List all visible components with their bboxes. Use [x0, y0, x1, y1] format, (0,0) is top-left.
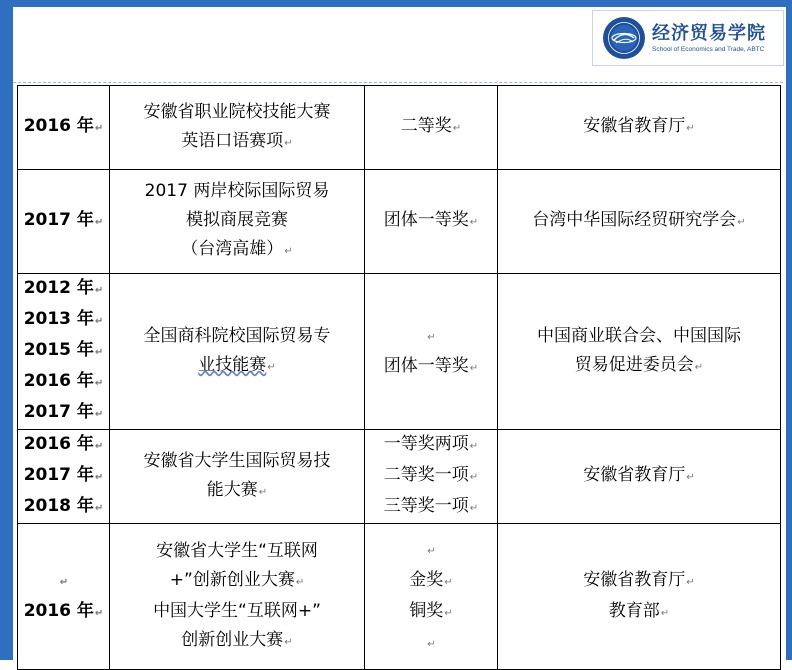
organizer-cell: 中国商业联合会、中国国际 贸易促进委员会↵: [498, 274, 781, 430]
award-cell: ↵ 团体一等奖↵: [365, 274, 498, 430]
college-logo: [592, 10, 784, 66]
organizer-cell: 安徽省教育厅↵: [498, 430, 781, 524]
table-row: [18, 430, 781, 524]
college-name-cn: 经济贸易学院: [652, 22, 766, 44]
competition-cell: 安徽省职业院校技能大赛 英语口语赛项↵: [110, 86, 365, 170]
competition-cell: 安徽省大学生“互联网 +”创新创业大赛↵ 中国大学生“互联网+” 创新创业大赛↵: [110, 524, 365, 670]
award-cell: 一等奖两项↵ 二等奖一项↵ 三等奖一项↵: [365, 430, 498, 524]
organizer-cell: 安徽省教育厅↵ 教育部↵: [498, 524, 781, 670]
competition-cell: 安徽省大学生国际贸易技 能大赛↵: [110, 430, 365, 524]
table-row: [18, 170, 781, 274]
organizer-cell: 台湾中华国际经贸研究学会↵: [498, 170, 781, 274]
award-cell: 团体一等奖↵: [365, 170, 498, 274]
table-row: [18, 86, 781, 170]
college-emblem-icon: [602, 16, 646, 60]
right-border-bar: [786, 0, 792, 660]
award-cell: 二等奖↵: [365, 86, 498, 170]
header-guide-line: [13, 82, 783, 83]
competition-cell: 2017 两岸校际国际贸易 模拟商展竞赛 （台湾高雄）↵: [110, 170, 365, 274]
year-cell: 2016 年↵ 2017 年↵ 2018 年↵: [18, 430, 110, 524]
competition-cell: 全国商科院校国际贸易专 业技能赛↵: [110, 274, 365, 430]
year-cell: ↵ 2016 年↵: [18, 524, 110, 670]
awards-table: [17, 85, 781, 670]
left-border-bar: [0, 0, 13, 660]
table-row: [18, 274, 781, 430]
year-cell: 2012 年↵ 2013 年↵ 2015 年↵ 2016 年↵ 2017 年↵: [18, 274, 110, 430]
award-cell: ↵ 金奖↵ 铜奖↵ ↵: [365, 524, 498, 670]
year-cell: 2017 年↵: [18, 170, 110, 274]
top-border-bar: [0, 0, 792, 7]
table-row: [18, 524, 781, 670]
college-name-en: School of Economics and Trade, ABTC: [652, 45, 765, 53]
year-cell: 2016 年↵: [18, 86, 110, 170]
organizer-cell: 安徽省教育厅↵: [498, 86, 781, 170]
